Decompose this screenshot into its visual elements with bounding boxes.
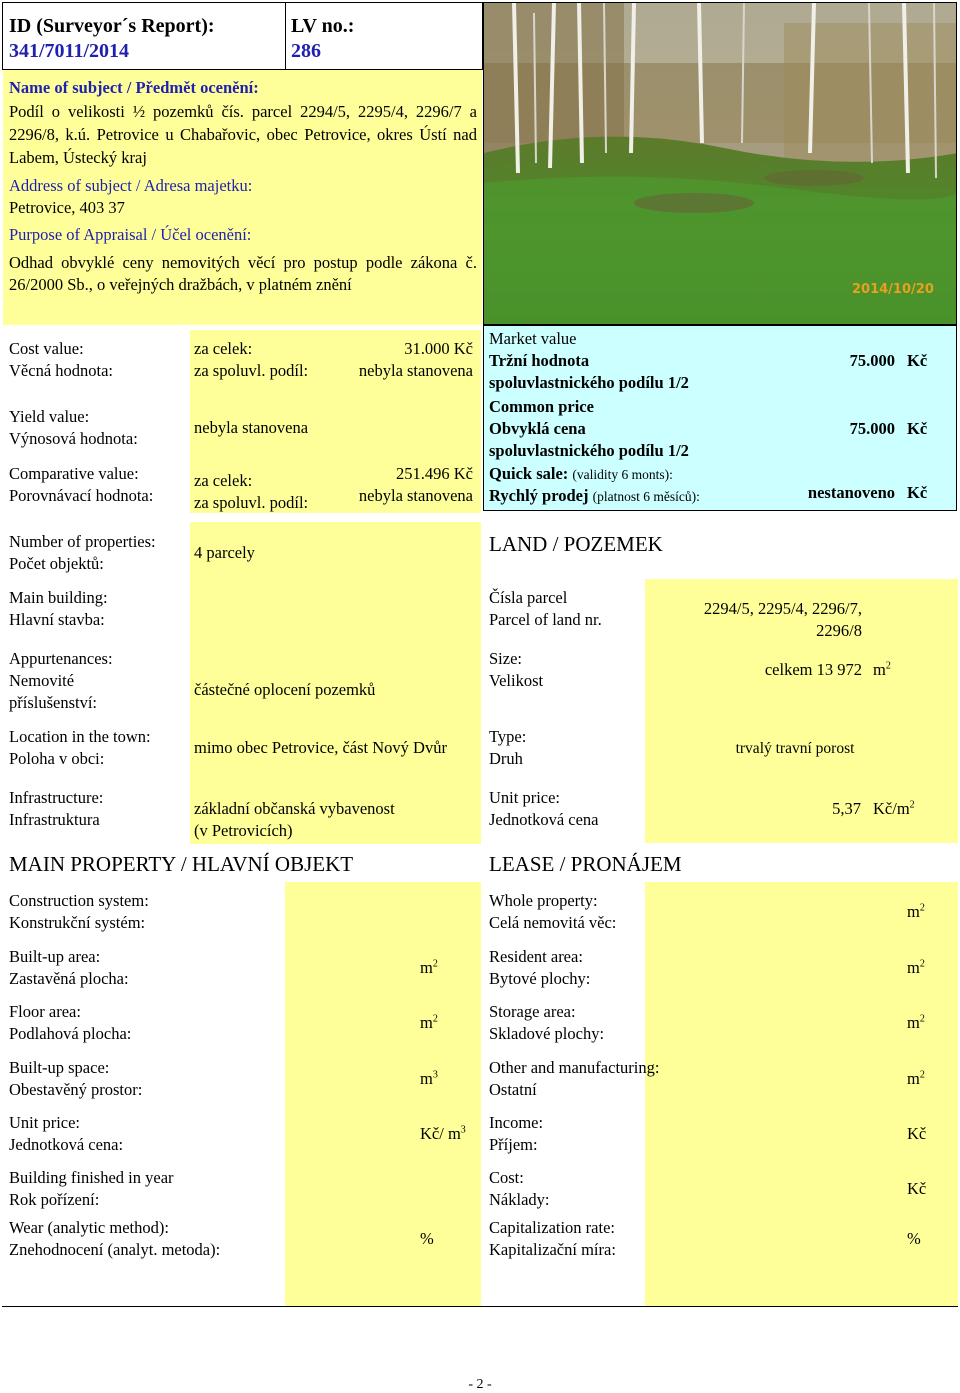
mp-floor-area-unit-text: m bbox=[420, 1013, 433, 1032]
location-value: mimo obec Petrovice, část Nový Dvůr bbox=[194, 738, 447, 757]
subject-address-heading: Address of subject / Adresa majetku: bbox=[9, 176, 253, 195]
parcel-value1: 2294/5, 2295/4, 2296/7, bbox=[703, 599, 862, 618]
size-unit: $m^2$ bbox=[873, 660, 891, 679]
infra-value2: (v Petrovicích) bbox=[194, 821, 293, 840]
market-currency: Kč bbox=[907, 351, 928, 370]
parcel-value2: 2296/8 bbox=[816, 621, 862, 640]
mp-unit-price-en: Unit price: bbox=[9, 1113, 81, 1132]
quick-en-note: (validity 6 monts): bbox=[572, 467, 673, 482]
mp-construction-en: Construction system: bbox=[9, 891, 149, 910]
appurtenances-value: částečné oplocení pozemků bbox=[194, 680, 376, 699]
subject-purpose-heading: Purpose of Appraisal / Účel ocenění: bbox=[9, 225, 252, 244]
quick-cz: Rychlý prodej bbox=[489, 486, 589, 505]
id-value: 341/7011/2014 bbox=[9, 40, 130, 62]
id-label: ID (Surveyor´s Report): bbox=[9, 15, 215, 37]
mp-floor-area-en: Floor area: bbox=[9, 1002, 81, 1021]
lease-income-cz: Příjem: bbox=[489, 1135, 538, 1154]
cost-label-en: Cost value: bbox=[9, 339, 84, 358]
lease-heading: LEASE / PRONÁJEM bbox=[489, 852, 682, 876]
yield-label-cz: Výnosová hodnota: bbox=[9, 429, 138, 448]
count-cz: Počet objektů: bbox=[9, 554, 104, 573]
common-share: spoluvlastnického podílu 1/2 bbox=[489, 441, 689, 460]
lease-whole-en: Whole property: bbox=[489, 891, 598, 910]
lv-label: LV no.: bbox=[291, 15, 355, 37]
lease-resident-en: Resident area: bbox=[489, 947, 583, 966]
cost-label-cz: Věcná hodnota: bbox=[9, 361, 114, 380]
parcel-cz: Čísla parcel bbox=[489, 588, 568, 607]
comp-share-value: nebyla stanovena bbox=[358, 486, 473, 505]
unit-price-unit: $Kč/m^2$ bbox=[873, 799, 915, 818]
lease-other-unit: $m^2$ bbox=[907, 1069, 925, 1088]
mp-builtup-area-unit: $m^2$ bbox=[420, 958, 438, 977]
mp-construction-cz: Konstrukční systém: bbox=[9, 913, 146, 932]
lease-resident-unit-text: m bbox=[907, 958, 920, 977]
cost-total-value: 31.000 Kč bbox=[404, 339, 473, 358]
lease-whole-unit-text: m bbox=[907, 902, 920, 921]
mp-unit-price-unit: Kč/ $m^3$ bbox=[420, 1124, 466, 1143]
comp-za-celek: za celek: bbox=[194, 471, 253, 490]
main-building-cz: Hlavní stavba: bbox=[9, 610, 105, 629]
lease-resident-unit: $m^2$ bbox=[907, 958, 925, 977]
infra-cz: Infrastruktura bbox=[9, 810, 100, 829]
quick-cz-note: (platnost 6 měsíců): bbox=[592, 489, 700, 504]
size-value: celkem 13 972 bbox=[764, 660, 862, 679]
infra-value1: základní občanská vybavenost bbox=[194, 799, 395, 818]
unit-price-unit-text: Kč/m bbox=[873, 799, 910, 818]
form-frame-bottom-line bbox=[2, 1306, 958, 1307]
mp-builtup-area-cz: Zastavěná plocha: bbox=[9, 969, 129, 988]
yield-label-en: Yield value: bbox=[9, 407, 90, 426]
main-property-heading: MAIN PROPERTY / HLAVNÍ OBJEKT bbox=[9, 852, 354, 876]
common-cz: Obvyklá cena bbox=[489, 419, 586, 438]
mp-year-cz: Rok pořízení: bbox=[9, 1190, 100, 1209]
market-en: Market value bbox=[489, 329, 577, 348]
mp-builtup-area-en: Built-up area: bbox=[9, 947, 101, 966]
parcel-en: Parcel of land nr. bbox=[489, 610, 602, 629]
infra-en: Infrastructure: bbox=[9, 788, 104, 807]
type-en: Type: bbox=[489, 727, 527, 746]
appurtenances-cz2: příslušenství: bbox=[9, 693, 98, 712]
cost-share-value: nebyla stanovena bbox=[358, 361, 473, 380]
mp-builtup-space-unit: $m^3$ bbox=[420, 1069, 438, 1088]
mp-wear-cz: Znehodnocení (analyt. metoda): bbox=[9, 1240, 221, 1259]
mp-builtup-area-unit-text: m bbox=[420, 958, 433, 977]
unit-price-cz: Jednotková cena bbox=[489, 810, 599, 829]
count-value: 4 parcely bbox=[194, 543, 255, 562]
comp-za-spoluvl: za spoluvl. podíl: bbox=[194, 493, 309, 512]
lease-other-unit-text: m bbox=[907, 1069, 920, 1088]
mp-unit-price-unit-text: Kč/ m bbox=[420, 1124, 461, 1143]
subject-name-heading: Name of subject / Předmět ocenění: bbox=[9, 78, 259, 97]
subject-name-text: Podíl o velikosti ½ pozemků čís. parcel 2294/5, 2295/4, 2296/7 a 2296/8, k.ú. Petrovice u Chabařovic, obec Petrovice, okres Ústí nad Labem, Ústecký kraj bbox=[9, 102, 477, 167]
quick-en: Quick sale: bbox=[489, 464, 569, 483]
size-cz: Velikost bbox=[489, 671, 544, 690]
count-en: Number of properties: bbox=[9, 532, 156, 551]
mp-unit-price-cz: Jednotková cena: bbox=[9, 1135, 124, 1154]
lease-income-unit: Kč bbox=[907, 1124, 927, 1143]
location-cz: Poloha v obci: bbox=[9, 749, 105, 768]
quick-amount: nestanoveno bbox=[807, 483, 895, 502]
lease-cap-rate-unit: % bbox=[907, 1229, 921, 1248]
type-cz: Druh bbox=[489, 749, 523, 768]
lease-resident-cz: Bytové plochy: bbox=[489, 969, 591, 988]
size-en: Size: bbox=[489, 649, 522, 668]
quick-currency: Kč bbox=[907, 483, 928, 502]
lease-storage-unit: $m^2$ bbox=[907, 1013, 925, 1032]
meadow-photo-image bbox=[484, 3, 957, 325]
mp-floor-area-cz: Podlahová plocha: bbox=[9, 1024, 132, 1043]
mp-floor-area-unit: $m^2$ bbox=[420, 1013, 438, 1032]
quick-en-line bbox=[489, 463, 673, 486]
appurtenances-en: Appurtenances: bbox=[9, 649, 113, 668]
mp-builtup-space-unit-text: m bbox=[420, 1069, 433, 1088]
lease-whole-cz: Celá nemovitá věc: bbox=[489, 913, 617, 932]
yield-value: nebyla stanovena bbox=[194, 418, 309, 437]
lease-other-en: Other and manufacturing: bbox=[489, 1058, 660, 1077]
unit-price-en: Unit price: bbox=[489, 788, 561, 807]
common-amount: 75.000 bbox=[849, 419, 895, 438]
lease-cost-en: Cost: bbox=[489, 1168, 524, 1187]
cost-za-celek: za celek: bbox=[194, 339, 253, 358]
lease-other-cz: Ostatní bbox=[489, 1080, 537, 1099]
lease-cap-rate-cz: Kapitalizační míra: bbox=[489, 1240, 616, 1259]
mp-builtup-space-cz: Obestavěný prostor: bbox=[9, 1080, 143, 1099]
lease-whole-unit: $m^2$ bbox=[907, 902, 925, 921]
location-en: Location in the town: bbox=[9, 727, 151, 746]
type-value: trvalý travní porost bbox=[735, 740, 855, 757]
lease-cap-rate-en: Capitalization rate: bbox=[489, 1218, 615, 1237]
photo-timestamp: 2014/10/20 bbox=[852, 282, 934, 297]
subject-address-text: Petrovice, 403 37 bbox=[9, 198, 125, 217]
lease-storage-cz: Skladové plochy: bbox=[489, 1024, 605, 1043]
comp-label-en: Comparative value: bbox=[9, 464, 139, 483]
lease-cost-cz: Náklady: bbox=[489, 1190, 550, 1209]
mp-wear-unit: % bbox=[420, 1229, 434, 1248]
mp-year-en: Building finished in year bbox=[9, 1168, 174, 1187]
page-number: - 2 - bbox=[468, 1377, 492, 1392]
lease-storage-unit-text: m bbox=[907, 1013, 920, 1032]
lease-income-en: Income: bbox=[489, 1113, 544, 1132]
appurtenances-cz1: Nemovité bbox=[9, 671, 75, 690]
lv-value: 286 bbox=[291, 40, 321, 62]
mp-builtup-space-en: Built-up space: bbox=[9, 1058, 110, 1077]
lease-storage-en: Storage area: bbox=[489, 1002, 576, 1021]
property-photo bbox=[483, 2, 957, 325]
common-currency: Kč bbox=[907, 419, 928, 438]
land-heading: LAND / POZEMEK bbox=[489, 532, 663, 556]
cost-za-spoluvl: za spoluvl. podíl: bbox=[194, 361, 309, 380]
comp-total-value: 251.496 Kč bbox=[396, 464, 473, 483]
market-amount: 75.000 bbox=[849, 351, 895, 370]
mp-wear-en: Wear (analytic method): bbox=[9, 1218, 169, 1237]
market-share: spoluvlastnického podílu 1/2 bbox=[489, 373, 689, 392]
subject-purpose-text: Odhad obvyklé ceny nemovitých věcí pro postup podle zákona č. 26/2000 Sb., o veřejných dražbách, v platném znění bbox=[9, 253, 477, 294]
unit-price-value: 5,37 bbox=[832, 799, 861, 818]
lease-cost-unit: Kč bbox=[907, 1179, 927, 1198]
quick-cz-line bbox=[489, 485, 700, 508]
main-building-en: Main building: bbox=[9, 588, 108, 607]
main-property-panel bbox=[285, 882, 481, 1306]
market-cz: Tržní hodnota bbox=[489, 351, 590, 370]
common-en: Common price bbox=[489, 397, 594, 416]
comp-label-cz: Porovnávací hodnota: bbox=[9, 486, 154, 505]
